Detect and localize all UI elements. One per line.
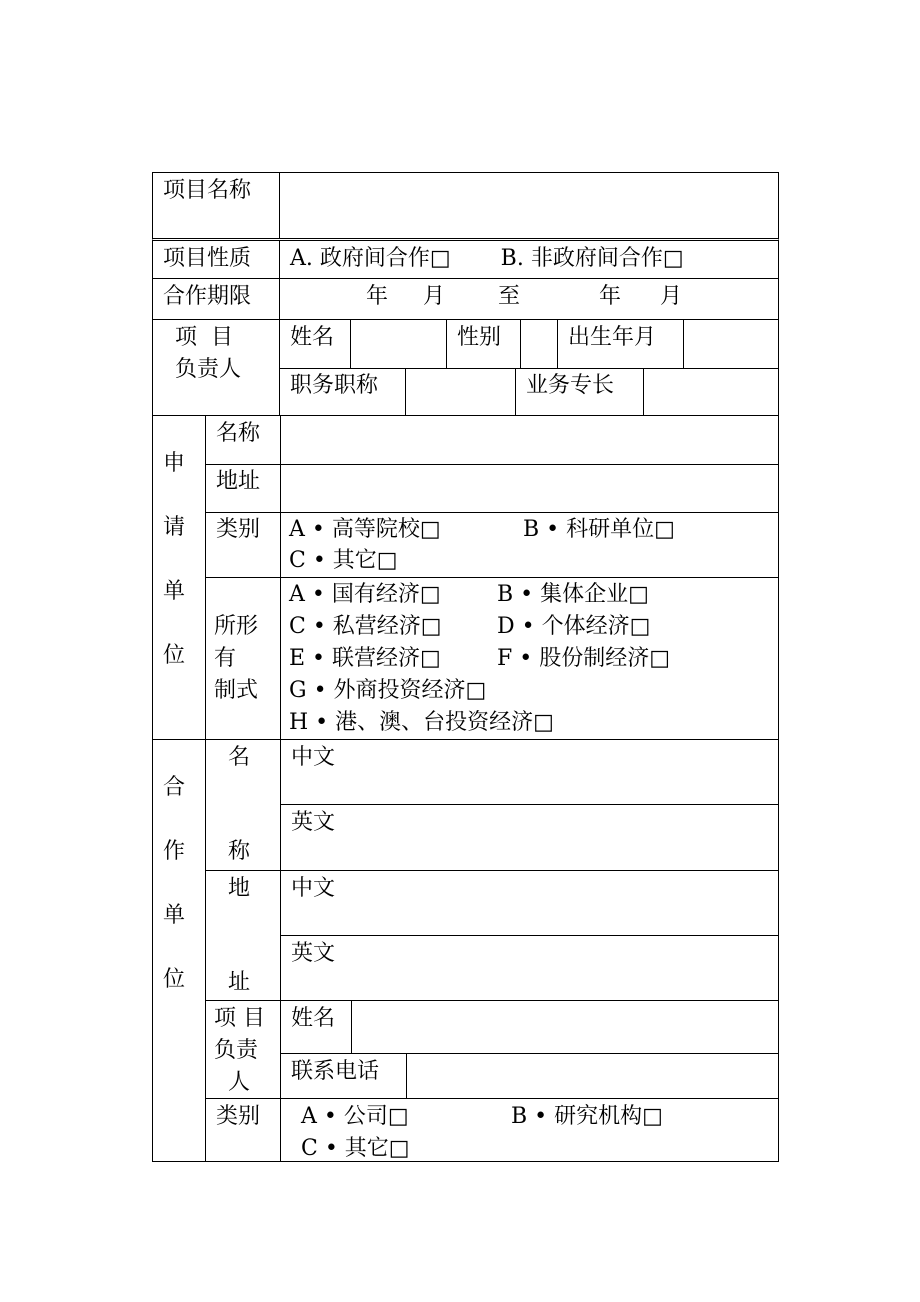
row-project-name xyxy=(152,172,779,238)
partner-address-label-top: 地 xyxy=(228,876,251,901)
partner-category-options xyxy=(280,1099,778,1161)
partner-name-block xyxy=(206,740,778,871)
period-label: 合作期限 xyxy=(163,284,252,309)
project-nature-label: 项目性质 xyxy=(163,246,252,271)
ownership-opt-f[interactable]: F • 股份制经济□ xyxy=(497,646,671,671)
partner-name-en-label: 英文 xyxy=(291,810,336,835)
leader-birth-field[interactable] xyxy=(683,320,778,368)
section-applicant xyxy=(152,415,779,739)
section-partner xyxy=(152,739,779,1162)
partner-category-label: 类别 xyxy=(216,1104,261,1129)
partner-phone-label: 联系电话 xyxy=(291,1059,380,1084)
ownership-opt-e[interactable]: E • 联营经济□ xyxy=(289,646,441,671)
partner-leader-block xyxy=(206,1001,778,1099)
leader-subrow-2 xyxy=(280,368,778,415)
applicant-category-c[interactable]: C • 其它□ xyxy=(289,548,398,573)
ownership-opt-c[interactable]: C • 私营经济□ xyxy=(289,614,442,639)
partner-address-en-row[interactable] xyxy=(280,936,778,1000)
leader-birth-label: 出生年月 xyxy=(557,320,683,368)
partner-leader-label xyxy=(206,1001,280,1098)
partner-side-char-3: 单 xyxy=(163,903,186,928)
partner-leader-name-field[interactable] xyxy=(351,1001,778,1053)
leader-subtable xyxy=(279,320,778,415)
row-period xyxy=(152,278,779,319)
applicant-ownership-options xyxy=(280,577,778,739)
applicant-subtable xyxy=(205,416,778,739)
ownership-opt-b[interactable]: B • 集体企业□ xyxy=(497,582,649,607)
row-project-nature xyxy=(152,238,779,278)
nature-option-b[interactable]: B. 非政府间合作□ xyxy=(500,246,684,271)
partner-side-char-1: 合 xyxy=(163,775,186,800)
project-name-label: 项目名称 xyxy=(163,178,252,203)
partner-leader-label-line2: 负责 xyxy=(214,1038,259,1063)
partner-category-row xyxy=(206,1099,778,1161)
partner-side-char-2: 作 xyxy=(163,839,186,864)
period-month-2: 月 xyxy=(660,284,683,309)
applicant-name-label: 名称 xyxy=(216,421,261,446)
applicant-address-row xyxy=(206,464,778,513)
partner-category-b[interactable]: B • 研究机构□ xyxy=(511,1104,663,1129)
ownership-opt-d[interactable]: D • 个体经济□ xyxy=(497,614,651,639)
leader-label-line1: 项 目 xyxy=(175,325,233,350)
applicant-side-char-4: 位 xyxy=(163,643,186,668)
period-year-1: 年 xyxy=(366,284,389,309)
partner-name-cn-row[interactable] xyxy=(280,740,778,805)
project-nature-options xyxy=(279,241,778,278)
ownership-label-line3: 制式 xyxy=(214,678,259,703)
ownership-opt-a[interactable]: A • 国有经济□ xyxy=(289,582,441,607)
applicant-category-a[interactable]: A • 高等院校□ xyxy=(289,517,441,542)
partner-address-cn-row[interactable] xyxy=(280,871,778,936)
period-month-1: 月 xyxy=(423,284,446,309)
ownership-opt-g[interactable]: G • 外商投资经济□ xyxy=(289,678,487,703)
applicant-side-char-1: 申 xyxy=(163,451,186,476)
project-name-field[interactable] xyxy=(279,173,778,238)
applicant-side-char-2: 请 xyxy=(163,515,186,540)
application-form xyxy=(152,172,779,1162)
leader-subrow-1 xyxy=(280,320,778,369)
partner-leader-name-label: 姓名 xyxy=(291,1006,336,1031)
leader-title-field[interactable] xyxy=(405,368,515,415)
applicant-side-label xyxy=(153,416,205,739)
leader-specialty-label: 业务专长 xyxy=(515,368,643,415)
partner-name-cn-label: 中文 xyxy=(291,745,336,770)
applicant-address-field[interactable] xyxy=(280,464,778,512)
period-to: 至 xyxy=(498,284,521,309)
partner-name-label-top: 名 xyxy=(228,745,251,770)
partner-address-en-label: 英文 xyxy=(291,941,336,966)
leader-name-field[interactable] xyxy=(350,320,446,368)
partner-category-a[interactable]: A • 公司□ xyxy=(301,1104,409,1129)
leader-title-label: 职务职称 xyxy=(290,373,379,398)
applicant-name-field[interactable] xyxy=(280,416,778,464)
partner-leader-name-row xyxy=(280,1001,778,1054)
leader-gender-field[interactable] xyxy=(520,320,557,368)
partner-address-block xyxy=(206,871,778,1001)
applicant-address-label: 地址 xyxy=(216,469,261,494)
partner-category-c[interactable]: C • 其它□ xyxy=(301,1136,410,1161)
partner-leader-label-line3: 人 xyxy=(228,1070,251,1095)
ownership-opt-h[interactable]: H • 港、澳、台投资经济□ xyxy=(289,710,554,735)
partner-leader-phone-row xyxy=(280,1054,778,1098)
ownership-label-line1: 所形 xyxy=(214,614,259,639)
applicant-category-row xyxy=(206,512,778,578)
partner-phone-field[interactable] xyxy=(406,1054,778,1098)
partner-name-label-bottom: 称 xyxy=(228,839,251,864)
leader-label-line2: 负责人 xyxy=(175,357,242,382)
partner-address-label-bottom: 址 xyxy=(228,970,251,995)
leader-gender-label: 性别 xyxy=(446,320,520,368)
applicant-ownership-label xyxy=(206,577,280,739)
leader-label xyxy=(153,320,279,415)
partner-name-label xyxy=(206,740,280,870)
row-project-leader xyxy=(152,319,779,415)
applicant-ownership-row xyxy=(206,577,778,739)
partner-subtable xyxy=(205,740,778,1161)
partner-leader-label-line1: 项 目 xyxy=(214,1006,265,1031)
applicant-side-char-3: 单 xyxy=(163,579,186,604)
applicant-category-options xyxy=(280,512,778,577)
partner-name-en-row[interactable] xyxy=(280,805,778,870)
applicant-category-label: 类别 xyxy=(216,517,261,542)
partner-side-char-4: 位 xyxy=(163,967,186,992)
period-year-2: 年 xyxy=(599,284,622,309)
partner-side-label xyxy=(153,740,205,1161)
nature-option-a[interactable]: A. 政府间合作□ xyxy=(290,246,451,271)
partner-address-label xyxy=(206,871,280,1000)
applicant-name-row xyxy=(206,416,778,465)
leader-name-label: 姓名 xyxy=(290,325,335,350)
partner-address-cn-label: 中文 xyxy=(291,876,336,901)
applicant-category-b[interactable]: B • 科研单位□ xyxy=(523,517,675,542)
ownership-label-line2: 有 xyxy=(214,646,237,671)
period-field[interactable] xyxy=(279,279,778,319)
leader-specialty-field[interactable] xyxy=(643,368,778,415)
